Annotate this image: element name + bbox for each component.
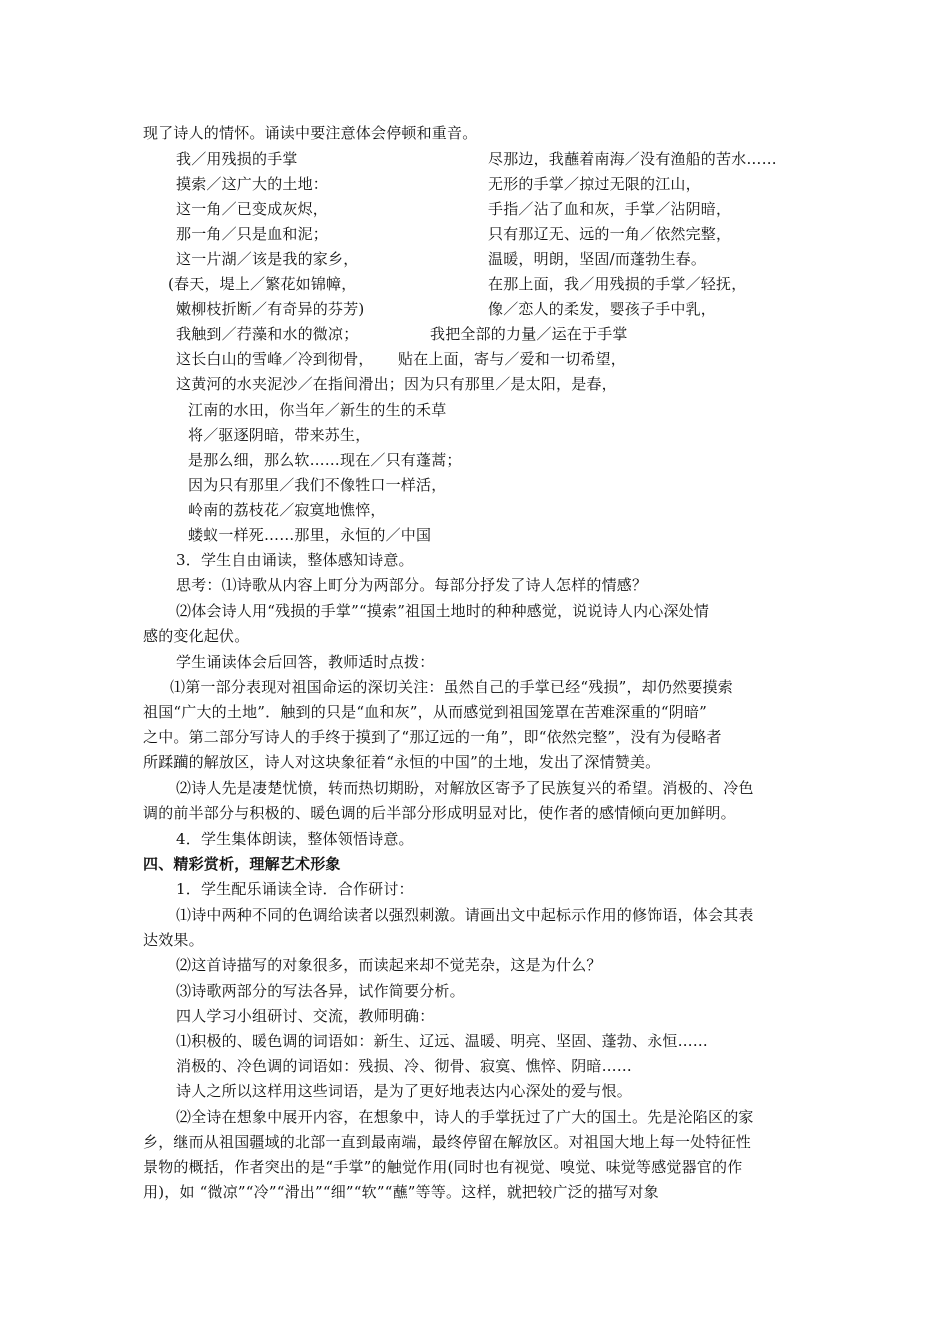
poem-tail-line: 将／驱逐阴暗，带来苏生， <box>188 426 371 444</box>
poem-right-line: 像／恋人的柔发，婴孩子手中乳， <box>488 300 717 318</box>
poem-mixed-line: 贴在上面，寄与／爱和一切希望， <box>398 350 627 368</box>
question-2: ⑵这首诗描写的对象很多，而读起来却不觉芜杂，这是为什么？ <box>176 956 602 974</box>
answer-2: ⑵诗人先是凄楚忧愤，转而热切期盼，对解放区寄予了民族复兴的希望。消极的、冷色 <box>176 779 754 797</box>
question-1-cont: 达效果。 <box>143 931 204 949</box>
answer-1: ⑴第一部分表现对祖国命运的深切关注：虽然自己的手掌已经“残损”，却仍然要摸索 <box>170 678 733 696</box>
answer-intro: 学生诵读体会后回答，教师适时点拨： <box>176 653 435 671</box>
clarify-4-cont: 景物的概括，作者突出的是“手掌”的触觉作用(同时也有视觉、嗅觉、味觉等感觉器官的作 <box>143 1158 743 1176</box>
poem-mixed-line: 这长白山的雪峰／冷到彻骨， <box>176 350 374 368</box>
think-1: 思考：⑴诗歌从内容上町分为两部分。每部分抒发了诗人怎样的情感？ <box>176 576 648 594</box>
poem-right-line: 手指／沾了血和灰，手掌／沾阴暗， <box>488 200 732 218</box>
clarify-4-cont: 用)，如 “微凉”“冷”“滑出”“细”“软”“蘸”等等。这样，就把较广泛的描写对象 <box>143 1183 659 1201</box>
section-heading: 四、精彩赏析，理解艺术形象 <box>143 855 341 873</box>
poem-left-line: 那一角／只是血和泥； <box>176 225 329 243</box>
poem-mixed-line: 我把全部的力量／运在于手掌 <box>430 325 628 343</box>
poem-tail-line: 因为只有那里／我们不像牲口一样活， <box>188 476 447 494</box>
poem-tail-line: 是那么细，那么软……现在／只有蓬蒿； <box>188 451 462 469</box>
clarify-1: ⑴积极的、暖色调的词语如：新生、辽远、温暖、明亮、坚固、蓬勃、永恒…… <box>176 1032 709 1050</box>
think-2-cont: 感的变化起伏。 <box>143 627 250 645</box>
answer-1-cont: 祖国“广大的土地”．触到的只是“血和灰”，从而感觉到祖国笼罩在苦难深重的“阴暗” <box>143 703 708 721</box>
poem-tail-line: 岭南的荔枝花／寂寞地憔悴， <box>188 501 386 519</box>
step-3: 3．学生自由诵读，整体感知诗意。 <box>176 551 414 569</box>
section4-step-1: 1．学生配乐诵读全诗．合作研讨： <box>176 880 414 898</box>
poem-right-line: 温暖，明朗，坚固/而蓬勃生春。 <box>488 250 707 268</box>
poem-right-line: 只有那辽无、远的一角／依然完整， <box>488 225 732 243</box>
poem-left-line: (春天，堤上／繁花如锦幛， <box>168 275 357 293</box>
poem-right-line: 在那上面，我／用残损的手掌／轻抚， <box>488 275 747 293</box>
answer-1-cont: 之中。第二部分写诗人的手终于摸到了“那辽远的一角”，即“依然完整”，没有为侵略者 <box>143 728 722 746</box>
think-2: ⑵体会诗人用“残损的手掌”“摸索”祖国土地时的种种感觉，说说诗人内心深处情 <box>176 602 710 620</box>
step-4: 4．学生集体朗读，整体领悟诗意。 <box>176 830 414 848</box>
poem-left-line: 嫩柳枝折断／有奇异的芬芳) <box>176 300 365 318</box>
poem-left-line: 这一角／已变成灰烬， <box>176 200 329 218</box>
poem-right-line: 无形的手掌／掠过无限的江山， <box>488 175 701 193</box>
group-discussion: 四人学习小组研讨、交流，教师明确： <box>176 1007 435 1025</box>
poem-tail-line: 蝼蚁一样死……那里，永恒的／中国 <box>188 526 432 544</box>
answer-1-cont: 所蹂躏的解放区，诗人对这块象征着“永恒的中国”的土地，发出了深情赞美。 <box>143 753 661 771</box>
clarify-2: 消极的、冷色调的词语如：残损、冷、彻骨、寂寞、憔悴、阴暗…… <box>176 1057 633 1075</box>
poem-mixed-line: 这黄河的水夹泥沙／在指间滑出；因为只有那里／是太阳，是春， <box>176 375 617 393</box>
clarify-4-cont: 乡，继而从祖国疆域的北部一直到最南端，最终停留在解放区。对祖国大地上每一处特征性 <box>143 1133 752 1151</box>
poem-mixed-line: 我触到／荇藻和水的微凉； <box>176 325 359 343</box>
poem-right-line: 尽那边，我蘸着南海／没有渔船的苦水…… <box>488 150 777 168</box>
poem-left-line: 这一片湖／该是我的家乡， <box>176 250 359 268</box>
clarify-4: ⑵全诗在想象中展开内容，在想象中，诗人的手掌抚过了广大的国土。先是沦陷区的家 <box>176 1108 754 1126</box>
poem-tail-line: 江南的水田，你当年／新生的生的禾草 <box>188 401 447 419</box>
answer-2-cont: 调的前半部分与积极的、暖色调的后半部分形成明显对比，使作者的感情倾向更加鲜明。 <box>143 804 736 822</box>
clarify-3: 诗人之所以这样用这些词语，是为了更好地表达内心深处的爱与恨。 <box>176 1082 633 1100</box>
question-3: ⑶诗歌两部分的写法各异，试作简要分析。 <box>176 982 465 1000</box>
question-1: ⑴诗中两种不同的色调给读者以强烈刺激。请画出文中起标示作用的修饰语，体会其表 <box>176 906 754 924</box>
poem-left-line: 摸索／这广大的土地： <box>176 175 329 193</box>
intro-line: 现了诗人的情怀。诵读中要注意体会停顿和重音。 <box>143 124 478 142</box>
poem-left-line: 我／用残损的手掌 <box>176 150 298 168</box>
